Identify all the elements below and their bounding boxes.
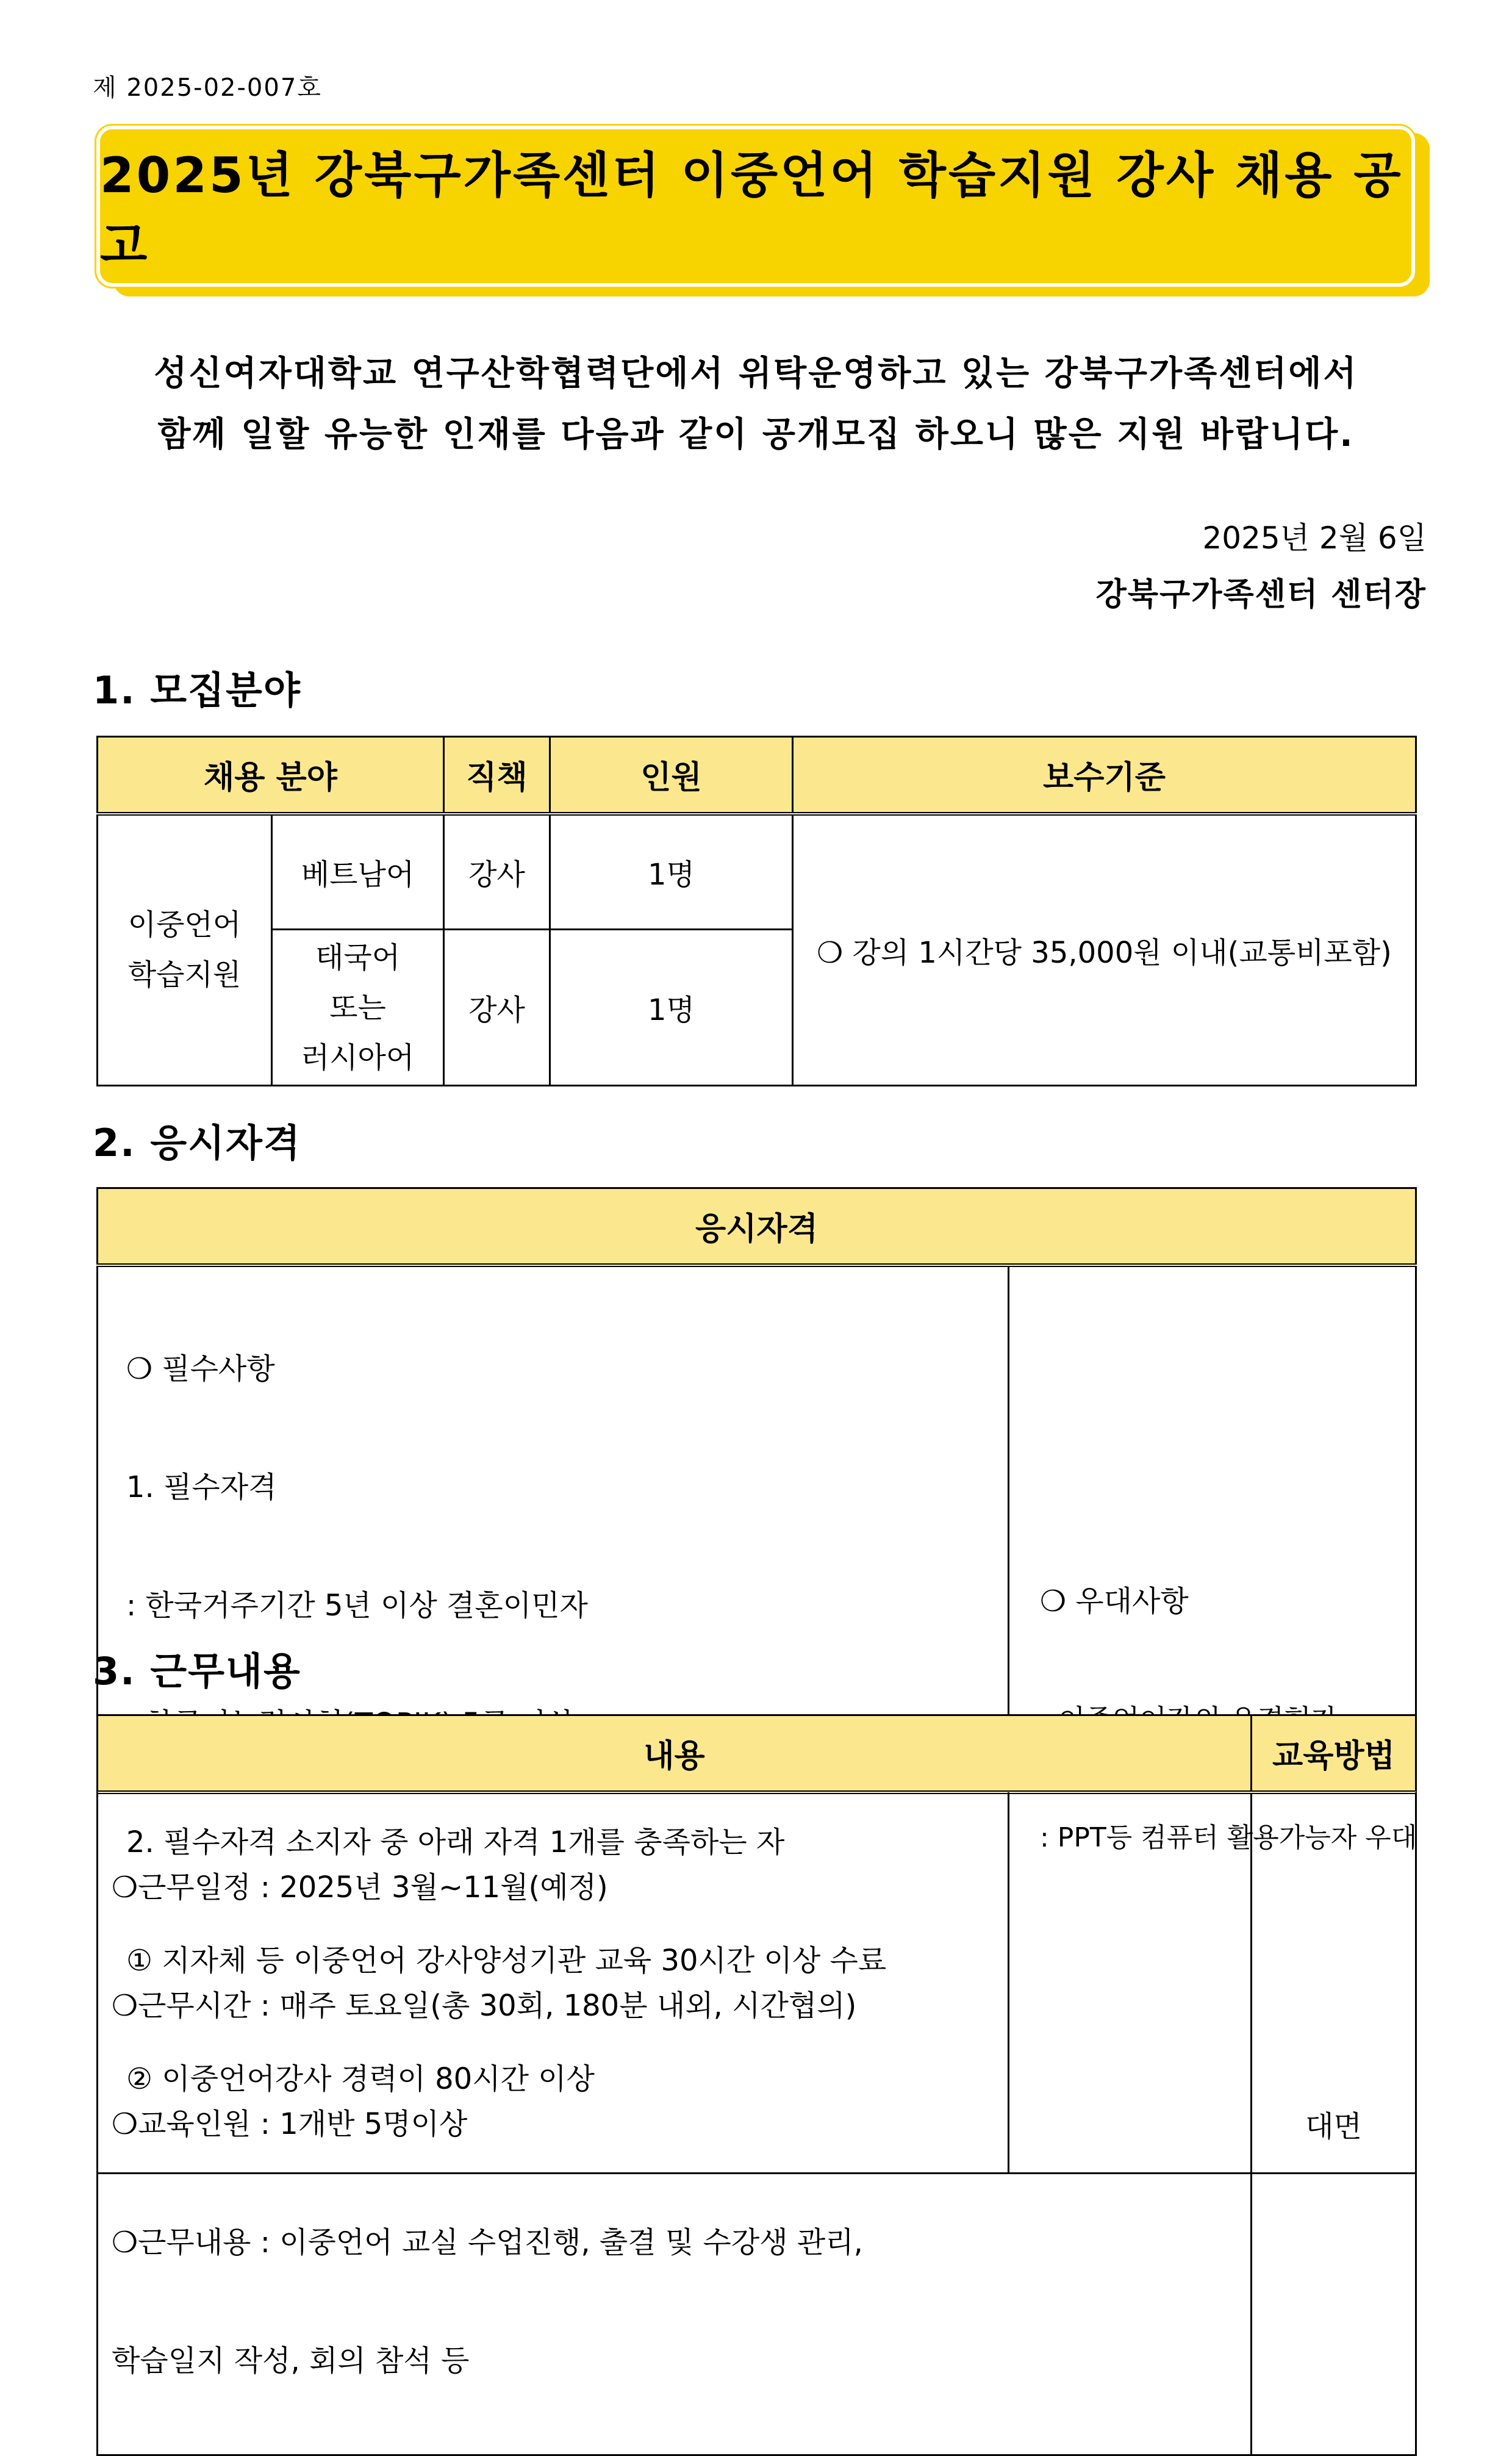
required-line: 1. 필수자격 [126, 1470, 277, 1504]
section-1-heading: 1. 모집분야 [93, 668, 301, 713]
required-line: ❍ 필수사항 [126, 1351, 275, 1386]
field-line-1: 이중언어 [127, 908, 242, 943]
preferred-line: : PPT등 컴퓨터 활용가능자 우대 [1040, 1822, 1417, 1853]
language-line: 또는 [329, 990, 386, 1025]
content-line: ❍교육인원 : 1개반 5명이상 [112, 2106, 468, 2141]
document-number: 제 2025-02-007호 [93, 74, 322, 102]
content-line: ❍근무일정 : 2025년 3월~11월(예정) [112, 1870, 608, 1905]
language-line: 러시아어 [301, 1040, 415, 1075]
required-line: ② 이중언어강사 경력이 80시간 이상 [126, 2061, 595, 2096]
preferred-line: ❍ 우대사항 [1040, 1584, 1189, 1618]
field-cell [98, 814, 272, 1086]
language-line: 태국어 [315, 940, 401, 975]
content-line: ❍근무내용 : 이중언어 교실 수업진행, 출결 및 수강생 관리, [112, 2225, 863, 2260]
header-position: 직책 [444, 737, 550, 814]
page-title: 2025년 강북구가족센터 이중언어 학습지원 강사 채용 공고 [100, 147, 1403, 274]
count-cell: 1명 [550, 930, 793, 1086]
header-qualification: 응시자격 [98, 1188, 1416, 1265]
content-cell [98, 1792, 1252, 2455]
intro-line-2: 함께 일할 유능한 인재를 다음과 같이 공개모집 하오니 많은 지원 바랍니다. [157, 415, 1355, 454]
content-line: ❍근무시간 : 매주 토요일(총 30회, 180분 내외, 시간협의) [112, 1988, 857, 2023]
required-line: : 한국거주기간 5년 이상 결혼이민자 [126, 1588, 588, 1623]
content-line: 학습일지 작성, 회의 참석 등 [112, 2343, 470, 2378]
header-pay: 보수기준 [793, 737, 1416, 814]
header-field: 채용 분야 [98, 737, 444, 814]
recruitment-table [96, 736, 1417, 1086]
count-cell: 1명 [550, 814, 793, 930]
signer: 강북구가족센터 센터장 [1095, 576, 1427, 613]
header-method: 교육방법 [1252, 1715, 1416, 1792]
field-line-2: 학습지원 [127, 958, 242, 993]
work-content-table [96, 1714, 1417, 2456]
language-vietnamese: 베트남어 [301, 857, 415, 892]
section-3-heading: 3. 근무내용 [93, 1649, 301, 1693]
announcement-date: 2025년 2월 6일 [1202, 520, 1427, 556]
header-count: 인원 [550, 737, 793, 814]
header-content: 내용 [98, 1715, 1252, 1792]
position-cell: 강사 [444, 930, 550, 1086]
method-cell: 대면 [1252, 1792, 1416, 2455]
pay-cell: ❍ 강의 1시간당 35,000원 이내(교통비포함) [793, 814, 1416, 1086]
required-line: ① 지자체 등 이중언어 강사양성기관 교육 30시간 이상 수료 [126, 1943, 887, 1978]
required-line: 2. 필수자격 소지자 중 아래 자격 1개를 충족하는 자 [126, 1825, 785, 1859]
intro-line-1: 성신여자대학교 연구산학협력단에서 위탁운영하고 있는 강북구가족센터에서 [154, 354, 1358, 393]
language-cell [272, 814, 444, 930]
position-cell: 강사 [444, 814, 550, 930]
section-2-heading: 2. 응시자격 [93, 1121, 301, 1165]
title-banner [96, 126, 1415, 287]
language-cell [272, 930, 444, 1086]
